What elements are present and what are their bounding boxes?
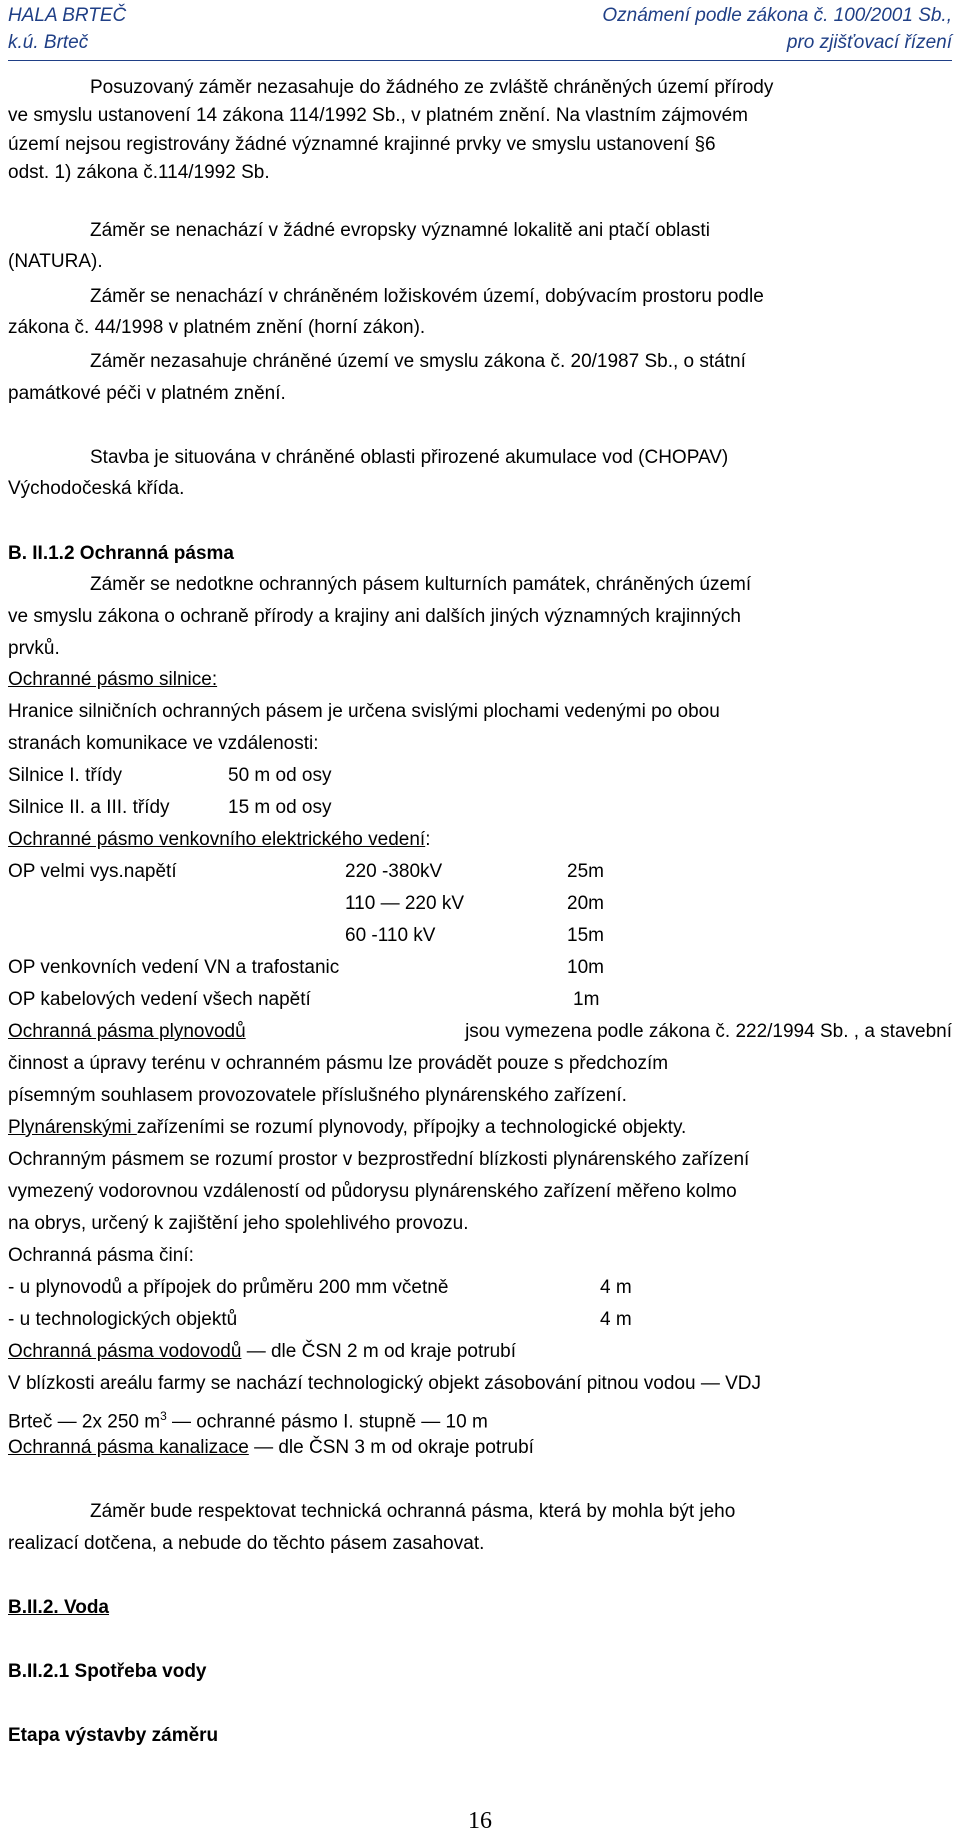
power-row5-label: OP kabelových vedení všech napětí — [8, 989, 311, 1010]
power-row5-distance: 1m — [573, 989, 600, 1010]
header-left — [8, 2, 126, 56]
page-header — [0, 0, 960, 66]
sewer-zone-rest: — dle ČSN 3 m od okraje potrubí — [248, 1437, 534, 1458]
intro-p2-line1: Záměr se nenachází v žádné evropsky významné lokalitě ani ptačí oblasti — [90, 220, 710, 241]
intro-p1-line3: území nejsou registrovány žádné významné krajinné prvky ve smyslu ustanovení §6 — [8, 134, 716, 155]
gas-facility-line2: Ochranným pásmem se rozumí prostor v bezprostřední blízkosti plynárenského zařízení — [8, 1149, 750, 1170]
page-number: 16 — [468, 1808, 492, 1834]
power-row1-distance: 25m — [567, 861, 604, 882]
intro-p1-line4: odst. 1) zákona č.114/1992 Sb. — [8, 162, 270, 183]
section-heading-protection-zones: B. II.1.2 Ochranná pásma — [8, 543, 234, 564]
power-row3-distance: 15m — [567, 925, 604, 946]
intro-p2-line2: (NATURA). — [8, 251, 103, 272]
power-row1-label: OP velmi vys.napětí — [8, 861, 177, 882]
road-class1-label: Silnice I. třídy — [8, 765, 123, 786]
farm-line1: V blízkosti areálu farmy se nachází technologický objekt zásobování pitnou vodou — VDJ — [8, 1373, 762, 1394]
power-zone-heading-tail: : — [425, 829, 431, 850]
sewer-zone-line — [8, 1436, 534, 1460]
header-notice-title: Oznámení podle zákona č. 100/2001 Sb., — [602, 5, 952, 26]
gas-facility-term: Plynárenskými — [8, 1117, 137, 1138]
road-zone-line1: Hranice silničních ochranných pásem je určena svislými plochami vedenými po obou — [8, 701, 720, 722]
gas-zone-line1 — [8, 1020, 952, 1044]
gas-zone-heading: Ochranná pásma plynovodů — [8, 1021, 246, 1042]
closing-line1: Záměr bude respektovat technická ochranná pásma, která by mohla být jeho — [90, 1501, 736, 1522]
intro-p4-line1: Záměr nezasahuje chráněné území ve smyslu zákona č. 20/1987 Sb., o státní — [90, 351, 746, 372]
gas-zone-line1-rest: jsou vymezena podle zákona č. 222/1994 Sb. , a stavební — [465, 1021, 952, 1042]
section-heading-construction-stage: Etapa výstavby záměru — [8, 1725, 219, 1746]
road-class2-label: Silnice II. a III. třídy — [8, 797, 170, 818]
gas-zone-tech-label: - u technologických objektů — [8, 1309, 238, 1330]
gas-facility-line1 — [8, 1116, 686, 1140]
road-zone-heading: Ochranné pásmo silnice: — [8, 669, 218, 690]
header-procedure: pro zjišťovací řízení — [786, 32, 952, 53]
water-zone-heading: Ochranná pásma vodovodů — [8, 1341, 242, 1362]
section-heading-water: B.II.2. Voda — [8, 1597, 110, 1618]
cubic-superscript: 3 — [160, 1409, 167, 1423]
intro-p3-line2: zákona č. 44/1998 v platném znění (horní zákon). — [8, 317, 426, 338]
gas-facility-line4: na obrys, určený k zajištění jeho spolehlivého provozu. — [8, 1213, 469, 1234]
closing-line2: realizací dotčena, a nebude do těchto pásem zasahovat. — [8, 1533, 485, 1554]
power-row2-distance: 20m — [567, 893, 604, 914]
zones-p1-line3: prvků. — [8, 638, 60, 659]
water-zone-rest: — dle ČSN 2 m od kraje potrubí — [241, 1341, 517, 1362]
power-row1-voltage: 220 -380kV — [345, 861, 443, 882]
gas-zones-heading: Ochranná pásma činí: — [8, 1245, 194, 1266]
header-project-title: HALA BRTEČ — [8, 5, 127, 26]
sewer-zone-heading: Ochranná pásma kanalizace — [8, 1437, 249, 1458]
intro-p5-line2: Východočeská křída. — [8, 478, 185, 499]
power-row2-voltage: 110 — 220 kV — [345, 893, 465, 914]
farm-line2-b: — ochranné pásmo I. stupně — 10 m — [166, 1411, 488, 1433]
gas-zone-tech-value: 4 m — [600, 1309, 632, 1330]
gas-zone-line2: činnost a úpravy terénu v ochranném pásmu lze provádět pouze s předchozím — [8, 1053, 669, 1074]
gas-zone-line3: písemným souhlasem provozovatele příslušného plynárenského zařízení. — [8, 1085, 627, 1106]
header-right — [602, 2, 952, 56]
power-row3-voltage: 60 -110 kV — [345, 925, 436, 946]
intro-p1-line2: ve smyslu ustanovení 14 zákona 114/1992 Sb., v platném znění. Na vlastním zájmovém — [8, 105, 748, 126]
intro-p5-line1: Stavba je situována v chráněné oblasti přirozené akumulace vod (CHOPAV) — [90, 447, 729, 468]
intro-p4-line2: památkové péči v platném znění. — [8, 383, 286, 404]
road-zone-line2: stranách komunikace ve vzdálenosti: — [8, 733, 319, 754]
road-class2-value: 15 m od osy — [228, 797, 332, 818]
water-zone-line — [8, 1340, 516, 1364]
road-class1-value: 50 m od osy — [228, 765, 332, 786]
farm-line2-a: Brteč — 2x 250 m — [8, 1411, 161, 1433]
gas-zone-pipe-value: 4 m — [600, 1277, 632, 1298]
power-zone-heading — [8, 828, 430, 852]
intro-p1-line1: Posuzovaný záměr nezasahuje do žádného ze zvláště chráněných území přírody — [90, 77, 774, 98]
power-row4-label: OP venkovních vedení VN a trafostanic — [8, 957, 340, 978]
power-zone-heading-underlined: Ochranné pásmo venkovního elektrického vedení — [8, 829, 426, 850]
header-cadastral-area: k.ú. Brteč — [8, 32, 89, 53]
intro-p3-line1: Záměr se nenachází v chráněném ložiskovém území, dobývacím prostoru podle — [90, 286, 764, 307]
power-row4-distance: 10m — [567, 957, 604, 978]
header-divider — [8, 60, 952, 61]
gas-zone-pipe-label: - u plynovodů a přípojek do průměru 200 mm včetně — [8, 1277, 449, 1298]
section-heading-water-consumption: B.II.2.1 Spotřeba vody — [8, 1661, 207, 1682]
gas-facility-line1-rest: zařízeními se rozumí plynovody, přípojky a technologické objekty. — [136, 1117, 687, 1138]
farm-line2 — [8, 1404, 488, 1434]
zones-p1-line2: ve smyslu zákona o ochraně přírody a krajiny ani dalších jiných významných krajinných — [8, 606, 741, 627]
zones-p1-line1: Záměr se nedotkne ochranných pásem kulturních památek, chráněných území — [90, 574, 752, 595]
gas-facility-line3: vymezený vodorovnou vzdáleností od půdorysu plynárenského zařízení měřeno kolmo — [8, 1181, 737, 1202]
